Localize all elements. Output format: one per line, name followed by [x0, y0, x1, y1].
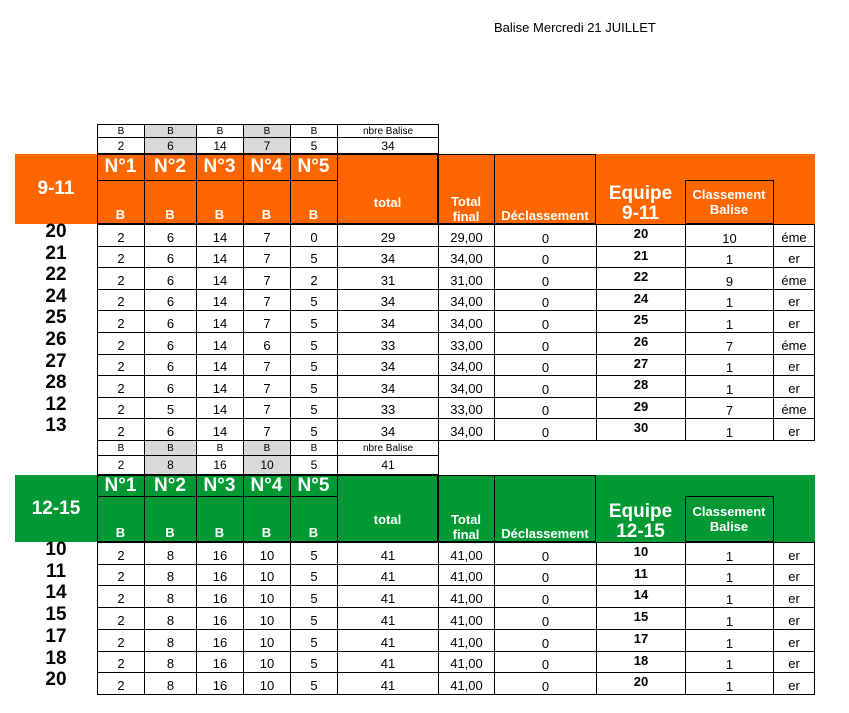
team-number: 25: [45, 307, 67, 328]
total-cell: 41: [337, 629, 439, 652]
top-label: B: [243, 124, 291, 138]
total-final-cell: 41,00: [438, 564, 495, 586]
total-cell: 41: [337, 585, 439, 608]
total-cell: 29: [337, 224, 439, 247]
balise-score: 8: [144, 542, 197, 565]
total-final-cell: 41,00: [438, 651, 495, 673]
declassement-cell: 0: [494, 332, 597, 355]
rank-cell: 1: [685, 375, 774, 398]
header-vrule: [97, 475, 98, 542]
balise-score: 5: [290, 310, 338, 333]
total-cell: 34: [337, 246, 439, 268]
header-rule: [243, 180, 290, 181]
balise-score: 5: [290, 629, 338, 652]
balise-score: 2: [97, 332, 145, 355]
balise-header: N°4: [250, 474, 283, 496]
top-value: 7: [243, 137, 291, 154]
total-cell: 41: [337, 607, 439, 630]
total-cell: 34: [337, 375, 439, 398]
classement-frame: [685, 496, 774, 542]
declassement-cell: 0: [494, 651, 597, 673]
equipe-cell: 20: [596, 224, 686, 247]
balise-score: 6: [144, 267, 197, 290]
balise-score: 5: [290, 418, 338, 441]
declassement-cell: 0: [494, 289, 597, 311]
total-final-frame: [438, 154, 495, 224]
total-header: total: [373, 194, 402, 210]
total-final-cell: 41,00: [438, 542, 495, 565]
balise-header: N°3: [203, 474, 236, 496]
rank-cell: 1: [685, 564, 774, 586]
declassement-header: Déclassement: [501, 208, 589, 223]
classement-header: Classement Balise: [692, 504, 766, 534]
balise-score: 14: [196, 418, 244, 441]
rank-suffix: er: [773, 585, 815, 608]
team-number: 24: [45, 286, 67, 307]
balise-score: 2: [97, 585, 145, 608]
rank-cell: 1: [685, 607, 774, 630]
total-final-header: Total final: [450, 194, 482, 224]
total-cell: 41: [337, 564, 439, 586]
balise-score: 14: [196, 310, 244, 333]
total-final-cell: 41,00: [438, 607, 495, 630]
declassement-cell: 0: [494, 354, 597, 376]
equipe-cell: 24: [596, 289, 686, 311]
rank-suffix: er: [773, 672, 815, 695]
declassement-cell: 0: [494, 564, 597, 586]
top-label: B: [196, 124, 244, 138]
team-number: 13: [45, 415, 67, 436]
balise-b-label: B: [165, 207, 175, 222]
balise-score: 2: [97, 289, 145, 311]
top-label: B: [243, 440, 291, 456]
balise-score: 16: [196, 564, 244, 586]
equipe-group: 12-15: [616, 521, 665, 542]
team-number: 26: [45, 329, 67, 350]
total-cell: 31: [337, 267, 439, 290]
balise-b-label: B: [115, 207, 126, 222]
rank-cell: 1: [685, 354, 774, 376]
balise-score: 6: [144, 354, 197, 376]
top-value: 5: [290, 137, 338, 154]
top-value: 5: [290, 455, 338, 475]
balise-header: N°4: [250, 156, 283, 177]
total-final-cell: 34,00: [438, 375, 495, 398]
balise-score: 5: [290, 246, 338, 268]
balise-score: 14: [196, 224, 244, 247]
top-value: 6: [144, 137, 197, 154]
balise-score: 7: [243, 375, 291, 398]
balise-score: 8: [144, 607, 197, 630]
team-number: 27: [45, 351, 67, 372]
total-cell: 34: [337, 354, 439, 376]
balise-header: N°5: [297, 474, 330, 496]
header-rule: [196, 496, 243, 497]
declassement-cell: 0: [494, 607, 597, 630]
equipe-cell: 22: [596, 267, 686, 290]
total-cell: 34: [337, 310, 439, 333]
balise-score: 10: [243, 607, 291, 630]
balise-b-label: B: [261, 207, 272, 222]
equipe-group: 9-11: [622, 203, 659, 224]
equipe-header: [596, 492, 685, 542]
balise-score: 5: [290, 607, 338, 630]
total-final-cell: 33,00: [438, 332, 495, 355]
equipe-cell: 21: [596, 246, 686, 268]
equipe-cell: 28: [596, 375, 686, 398]
equipe-cell: 20: [596, 672, 686, 695]
balise-score: 7: [243, 246, 291, 268]
declassement-cell: 0: [494, 375, 597, 398]
page-title: Balise Mercredi 21 JUILLET: [494, 20, 656, 35]
rank-suffix: éme: [773, 332, 815, 355]
balise-score: 16: [196, 585, 244, 608]
balise-score: 8: [144, 585, 197, 608]
balise-score: 5: [290, 375, 338, 398]
header-vrule: [97, 154, 98, 224]
top-label: B: [144, 124, 197, 138]
rank-cell: 10: [685, 224, 774, 247]
balise-score: 16: [196, 542, 244, 565]
balise-score: 14: [196, 267, 244, 290]
team-number: 12: [45, 394, 67, 415]
rank-cell: 1: [685, 418, 774, 441]
declassement-cell: 0: [494, 310, 597, 333]
balise-score: 6: [144, 224, 197, 247]
total-cell: 34: [337, 418, 439, 441]
balise-score: 2: [290, 267, 338, 290]
header-vrule: [243, 154, 244, 224]
header-vrule: [144, 475, 145, 542]
balise-score: 2: [97, 354, 145, 376]
top-label: nbre Balise: [337, 124, 439, 138]
balise-header: N°1: [104, 474, 137, 496]
rank-suffix: er: [773, 354, 815, 376]
total-final-cell: 41,00: [438, 629, 495, 652]
equipe-label: Equipe: [608, 501, 673, 522]
total-final-cell: 41,00: [438, 672, 495, 695]
team-number: 28: [45, 372, 67, 393]
header-rule: [144, 496, 196, 497]
balise-score: 7: [243, 289, 291, 311]
balise-score: 8: [144, 651, 197, 673]
equipe-cell: 14: [596, 585, 686, 608]
rank-cell: 1: [685, 246, 774, 268]
top-value: 34: [337, 137, 439, 154]
balise-score: 2: [97, 564, 145, 586]
header-vrule: [243, 475, 244, 542]
balise-score: 5: [290, 542, 338, 565]
rank-cell: 1: [685, 310, 774, 333]
balise-score: 6: [144, 418, 197, 441]
rank-suffix: éme: [773, 397, 815, 419]
balise-score: 2: [97, 629, 145, 652]
total-final-cell: 34,00: [438, 246, 495, 268]
rank-cell: 1: [685, 629, 774, 652]
declassement-cell: 0: [494, 224, 597, 247]
balise-score: 16: [196, 607, 244, 630]
top-label: B: [97, 124, 145, 138]
rank-cell: 9: [685, 267, 774, 290]
header-vrule: [290, 154, 291, 224]
balise-score: 16: [196, 629, 244, 652]
rank-suffix: er: [773, 418, 815, 441]
balise-score: 2: [97, 418, 145, 441]
declassement-header: Déclassement: [501, 526, 589, 541]
balise-score: 7: [243, 267, 291, 290]
equipe-cell: 18: [596, 651, 686, 673]
equipe-label: Equipe: [608, 183, 673, 204]
balise-score: 2: [97, 224, 145, 247]
balise-score: 7: [243, 354, 291, 376]
balise-score: 7: [243, 418, 291, 441]
equipe-cell: 25: [596, 310, 686, 333]
balise-b-label: B: [308, 525, 319, 540]
balise-score: 5: [290, 354, 338, 376]
top-label: B: [290, 440, 338, 456]
balise-score: 14: [196, 246, 244, 268]
rank-suffix: er: [773, 246, 815, 268]
equipe-cell: 11: [596, 564, 686, 586]
total-final-cell: 29,00: [438, 224, 495, 247]
declassement-cell: 0: [494, 267, 597, 290]
rank-suffix: er: [773, 607, 815, 630]
team-number: 10: [45, 539, 67, 560]
total-cell: 41: [337, 651, 439, 673]
team-number: 18: [45, 648, 67, 669]
header-rule: [144, 180, 196, 181]
balise-score: 6: [144, 289, 197, 311]
top-value: 2: [97, 455, 145, 475]
balise-header: N°2: [154, 474, 186, 496]
total-final-cell: 31,00: [438, 267, 495, 290]
team-number: 22: [45, 264, 67, 285]
balise-b-label: B: [165, 525, 175, 540]
rank-suffix: er: [773, 629, 815, 652]
total-cell: 33: [337, 397, 439, 419]
total-final-cell: 33,00: [438, 397, 495, 419]
balise-score: 5: [290, 332, 338, 355]
total-final-frame: [438, 475, 495, 542]
declassement-cell: 0: [494, 397, 597, 419]
rank-cell: 1: [685, 542, 774, 565]
total-cell: 41: [337, 542, 439, 565]
rank-cell: 7: [685, 397, 774, 419]
balise-score: 7: [243, 224, 291, 247]
team-number: 11: [45, 561, 67, 582]
total-cell: 41: [337, 672, 439, 695]
balise-b-label: B: [308, 207, 319, 222]
header-vrule: [196, 475, 197, 542]
balise-score: 2: [97, 542, 145, 565]
section-label: 12-15: [31, 497, 81, 519]
balise-score: 10: [243, 542, 291, 565]
balise-score: 14: [196, 332, 244, 355]
balise-b-label: B: [261, 525, 272, 540]
rank-suffix: éme: [773, 224, 815, 247]
equipe-cell: 29: [596, 397, 686, 419]
balise-score: 10: [243, 651, 291, 673]
equipe-cell: 30: [596, 418, 686, 441]
top-label: B: [97, 440, 145, 456]
declassement-cell: 0: [494, 672, 597, 695]
total-header: total: [373, 511, 402, 527]
balise-score: 16: [196, 672, 244, 695]
balise-score: 5: [290, 397, 338, 419]
balise-score: 14: [196, 397, 244, 419]
declassement-cell: 0: [494, 418, 597, 441]
equipe-header: [596, 176, 685, 224]
team-number: 20: [45, 221, 67, 242]
balise-score: 6: [144, 310, 197, 333]
balise-score: 7: [243, 397, 291, 419]
rank-suffix: er: [773, 651, 815, 673]
top-label: nbre Balise: [337, 440, 439, 456]
header-rule: [97, 180, 144, 181]
equipe-cell: 10: [596, 542, 686, 565]
balise-b-label: B: [214, 525, 225, 540]
balise-score: 2: [97, 651, 145, 673]
balise-score: 5: [144, 397, 197, 419]
top-value: 8: [144, 455, 197, 475]
total-final-cell: 34,00: [438, 418, 495, 441]
balise-score: 2: [97, 310, 145, 333]
declassement-cell: 0: [494, 629, 597, 652]
balise-score: 14: [196, 354, 244, 376]
top-value: 16: [196, 455, 244, 475]
balise-header: N°1: [104, 156, 137, 177]
total-final-header: Total final: [450, 512, 482, 542]
top-value: 14: [196, 137, 244, 154]
total-final-cell: 41,00: [438, 585, 495, 608]
rank-suffix: er: [773, 542, 815, 565]
balise-score: 2: [97, 246, 145, 268]
rank-cell: 1: [685, 585, 774, 608]
rank-cell: 1: [685, 289, 774, 311]
balise-score: 10: [243, 585, 291, 608]
balise-score: 5: [290, 564, 338, 586]
header-rule: [196, 180, 243, 181]
balise-score: 6: [144, 332, 197, 355]
team-number: 17: [45, 626, 67, 647]
top-value: 2: [97, 137, 145, 154]
total-final-cell: 34,00: [438, 354, 495, 376]
total-header-frame: [337, 154, 439, 224]
equipe-cell: 15: [596, 607, 686, 630]
team-number: 20: [45, 669, 67, 690]
rank-suffix: éme: [773, 267, 815, 290]
declassement-frame: [494, 154, 596, 224]
balise-score: 7: [243, 310, 291, 333]
balise-score: 10: [243, 629, 291, 652]
balise-score: 16: [196, 651, 244, 673]
top-value: 10: [243, 455, 291, 475]
total-final-cell: 34,00: [438, 289, 495, 311]
balise-header: N°5: [297, 156, 330, 177]
header-rule: [243, 496, 290, 497]
rank-suffix: er: [773, 564, 815, 586]
balise-score: 8: [144, 629, 197, 652]
equipe-cell: 17: [596, 629, 686, 652]
header-vrule: [144, 154, 145, 224]
balise-header: N°2: [154, 156, 186, 177]
total-cell: 34: [337, 289, 439, 311]
balise-score: 2: [97, 375, 145, 398]
classement-header: Classement Balise: [692, 187, 766, 217]
section-label: 9-11: [37, 178, 75, 199]
equipe-cell: 27: [596, 354, 686, 376]
balise-score: 6: [243, 332, 291, 355]
balise-score: 0: [290, 224, 338, 247]
balise-score: 5: [290, 585, 338, 608]
total-final-cell: 34,00: [438, 310, 495, 333]
balise-score: 5: [290, 289, 338, 311]
balise-header: N°3: [203, 156, 236, 177]
declassement-cell: 0: [494, 585, 597, 608]
equipe-cell: 26: [596, 332, 686, 355]
balise-score: 14: [196, 375, 244, 398]
rank-cell: 1: [685, 651, 774, 673]
header-rule: [290, 496, 337, 497]
total-header-frame: [337, 475, 439, 542]
declassement-frame: [494, 475, 596, 542]
rank-cell: 1: [685, 672, 774, 695]
declassement-cell: 0: [494, 542, 597, 565]
top-label: B: [196, 440, 244, 456]
top-value: 41: [337, 455, 439, 475]
header-rule: [290, 180, 337, 181]
balise-score: 5: [290, 651, 338, 673]
balise-score: 8: [144, 564, 197, 586]
balise-score: 6: [144, 246, 197, 268]
balise-score: 2: [97, 607, 145, 630]
header-vrule: [196, 154, 197, 224]
balise-b-label: B: [115, 525, 126, 540]
declassement-cell: 0: [494, 246, 597, 268]
balise-score: 8: [144, 672, 197, 695]
rank-suffix: er: [773, 289, 815, 311]
team-number: 21: [45, 243, 67, 264]
header-vrule: [290, 475, 291, 542]
rank-cell: 7: [685, 332, 774, 355]
classement-frame: [685, 180, 774, 224]
balise-score: 10: [243, 564, 291, 586]
team-number: 15: [45, 604, 67, 625]
balise-score: 14: [196, 289, 244, 311]
balise-score: 2: [97, 397, 145, 419]
header-rule: [97, 496, 144, 497]
total-cell: 33: [337, 332, 439, 355]
balise-b-label: B: [214, 207, 225, 222]
balise-score: 2: [97, 267, 145, 290]
rank-suffix: er: [773, 375, 815, 398]
rank-suffix: er: [773, 310, 815, 333]
balise-score: 6: [144, 375, 197, 398]
top-label: B: [144, 440, 197, 456]
balise-score: 2: [97, 672, 145, 695]
balise-score: 5: [290, 672, 338, 695]
team-number: 14: [45, 582, 67, 603]
balise-score: 10: [243, 672, 291, 695]
top-label: B: [290, 124, 338, 138]
